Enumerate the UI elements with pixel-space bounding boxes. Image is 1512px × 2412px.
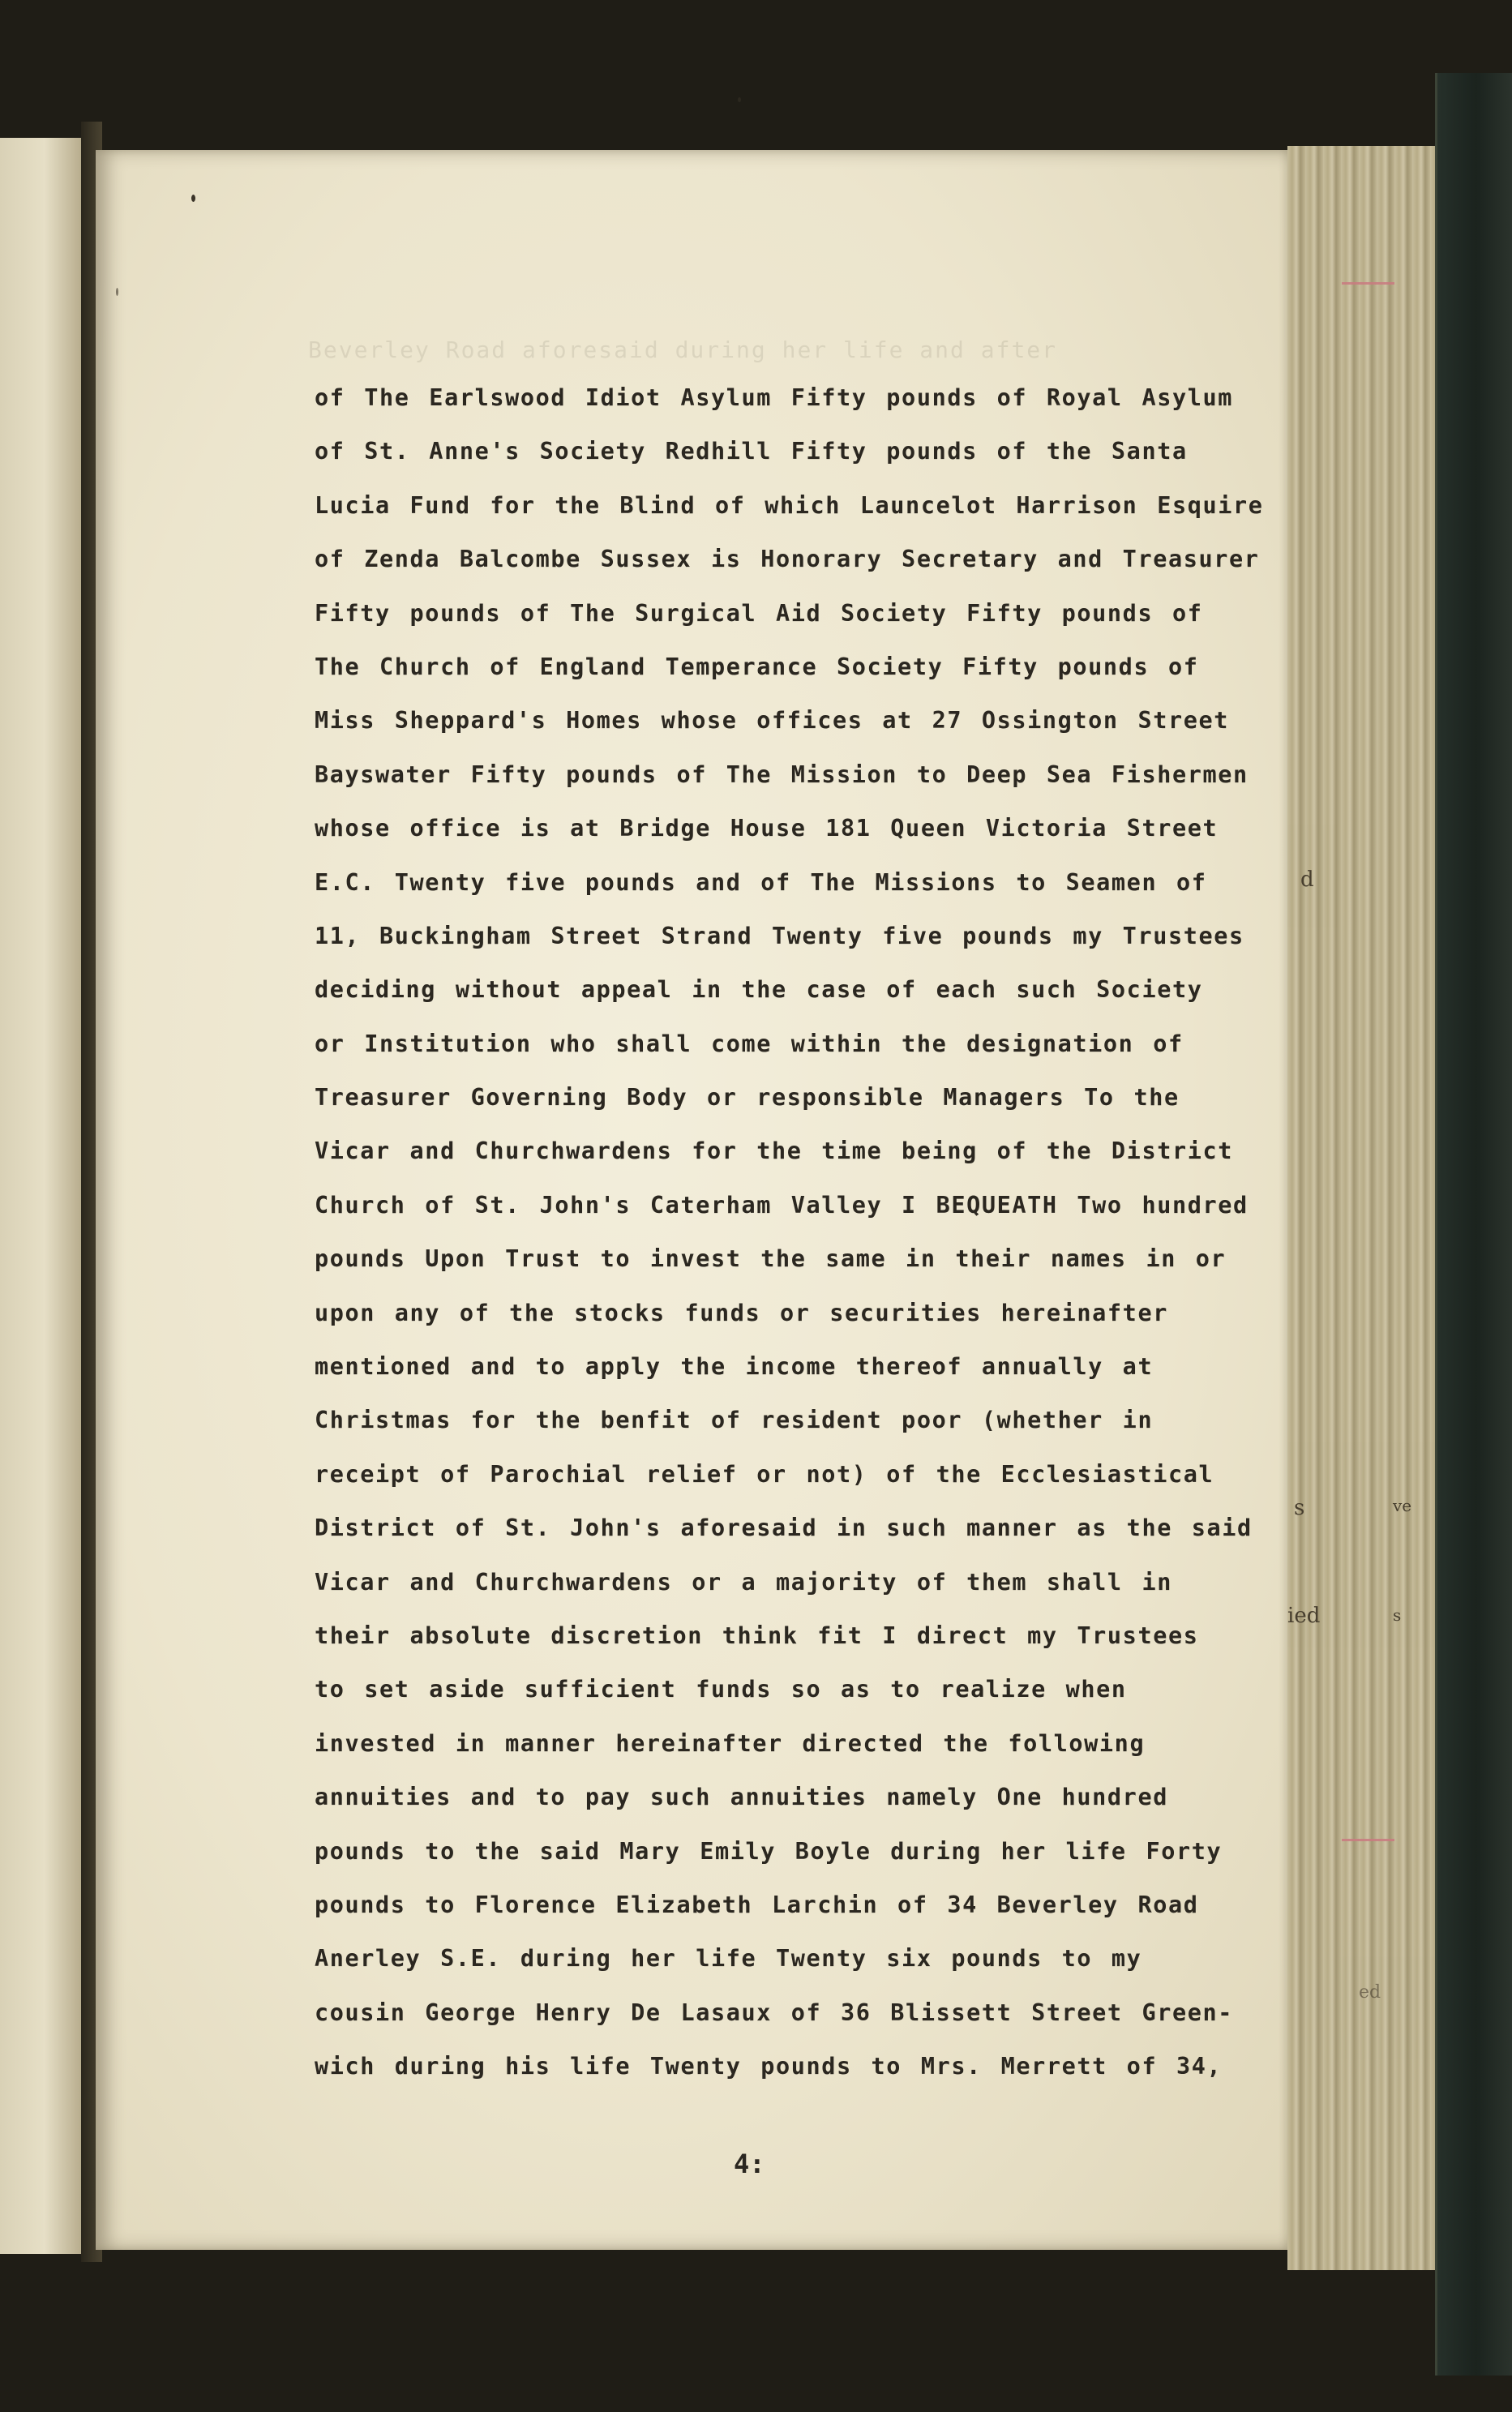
ledger-red-rule [1342,1839,1394,1841]
text-line: District of St. John's aforesaid in such manner as the said [315,1514,1253,1542]
show-through-text: Beverley Road aforesaid during her life and after [308,336,1058,363]
text-line: invested in manner hereinafter directed the following [315,1729,1146,1757]
text-line: Christmas for the benfit of resident poor (whether in [315,1407,1154,1434]
page-number: 4: [734,2149,765,2179]
ink-speck [738,97,741,102]
text-line: Bayswater Fifty pounds of The Mission to Deep Sea Fishermen [315,760,1249,788]
text-line: Anerley S.E. during her life Twenty six pounds to my [315,1945,1142,1973]
text-line: Miss Sheppard's Homes whose offices at 27 Ossington Street [315,707,1229,735]
edge-mark: ed [1359,1982,1381,2003]
text-line: of The Earlswood Idiot Asylum Fifty pounds of Royal Asylum [315,384,1233,411]
text-line: or Institution who shall come within the designation of [315,1030,1184,1057]
text-line: receipt of Parochial relief or not) of the Ecclesiastical [315,1460,1214,1488]
text-line: to set aside sufficient funds so as to realize when [315,1676,1127,1703]
text-line: Vicar and Churchwardens or a majority of them shall in [315,1568,1172,1596]
edge-mark: s [1393,1605,1402,1625]
text-line: 11, Buckingham Street Strand Twenty five pounds my Trustees [315,922,1244,949]
text-line: pounds Upon Trust to invest the same in their names in or [315,1245,1227,1273]
ink-speck [116,288,118,296]
text-line: wich during his life Twenty pounds to Mrs. Merrett of 34, [315,2053,1223,2080]
text-line: E.C. Twenty five pounds and of The Missions to Seamen of [315,868,1207,896]
text-line: upon any of the stocks funds or securities hereinafter [315,1299,1168,1326]
edge-mark: ve [1393,1496,1412,1515]
stacked-page-edges [1287,146,1450,2270]
text-line: whose office is at Bridge House 181 Queen Victoria Street [315,815,1219,842]
previous-page-edge [0,138,81,2254]
text-line: Church of St. John's Caterham Valley I BEQUEATH Two hundred [315,1191,1249,1219]
text-line: The Church of England Temperance Society Fifty pounds of [315,653,1199,680]
text-line: pounds to Florence Elizabeth Larchin of 34 Beverley Road [315,1891,1199,1918]
edge-mark: d [1300,868,1314,892]
ledger-red-rule [1342,282,1394,285]
text-line: Lucia Fund for the Blind of which Launcelot Harrison Esquire [315,491,1264,519]
edge-mark: s [1294,1496,1305,1520]
will-text [315,371,1287,2094]
text-line: Treasurer Governing Body or responsible Managers To the [315,1084,1180,1112]
text-line: cousin George Henry De Lasaux of 36 Blissett Street Green- [315,1999,1233,2026]
text-line: of Zenda Balcombe Sussex is Honorary Secretary and Treasurer [315,546,1260,573]
text-line: of St. Anne's Society Redhill Fifty pounds of the Santa [315,438,1188,465]
text-line: pounds to the said Mary Emily Boyle during her life Forty [315,1837,1223,1865]
text-line: annuities and to pay such annuities namely One hundred [315,1784,1168,1811]
text-line: their absolute discretion think fit I direct my Trustees [315,1622,1199,1649]
book-cover-board [1435,73,1512,2376]
text-line: Vicar and Churchwardens for the time being of the District [315,1137,1233,1165]
text-line: Fifty pounds of The Surgical Aid Society Fifty pounds of [315,599,1203,627]
ink-speck [191,195,195,202]
text-line: deciding without appeal in the case of each such Society [315,976,1203,1004]
text-line: mentioned and to apply the income thereof annually at [315,1353,1154,1381]
edge-mark: ied [1287,1604,1321,1628]
